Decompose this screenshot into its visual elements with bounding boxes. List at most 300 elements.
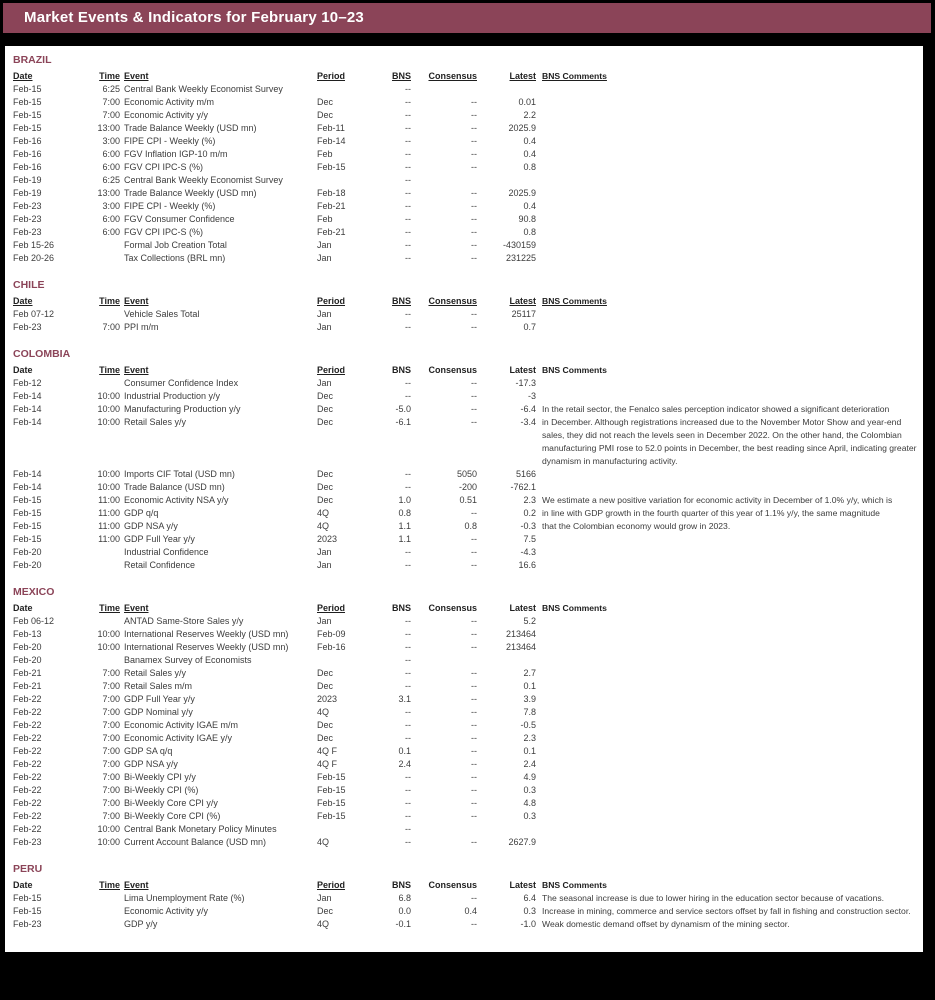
- event-date: Feb-15: [13, 495, 42, 505]
- event-bns-comment: [536, 122, 919, 135]
- event-row: [13, 905, 919, 918]
- event-bns-comment: [536, 546, 919, 559]
- event-rows: [13, 615, 919, 849]
- event-time: 6:25: [102, 84, 120, 94]
- event-latest-value: 0.4: [523, 136, 536, 146]
- event-latest-value: 0.3: [523, 811, 536, 821]
- event-latest-value: 2627.9: [508, 837, 536, 847]
- event-date: Feb-23: [13, 919, 42, 929]
- event-consensus: 5050: [456, 469, 477, 479]
- event-consensus: --: [471, 733, 477, 743]
- event-bns-value: --: [405, 136, 411, 146]
- report-body-panel: [5, 46, 923, 952]
- event-consensus: --: [471, 642, 477, 652]
- event-period: 2023: [317, 534, 338, 544]
- event-date: Feb-22: [13, 759, 42, 769]
- event-date: Feb-15: [13, 97, 42, 107]
- col-header-bns: BNS: [391, 603, 411, 613]
- event-consensus: --: [471, 508, 477, 518]
- event-bns-comment: Weak domestic demand offset by dynamism of the mining sector.: [542, 919, 790, 929]
- event-name: Consumer Confidence Index: [124, 378, 239, 388]
- event-period: [317, 654, 369, 667]
- event-latest-value: 16.6: [518, 560, 536, 570]
- event-latest-value: 25117: [511, 309, 536, 319]
- event-date: Feb-15: [13, 534, 42, 544]
- event-date: Feb-22: [13, 733, 42, 743]
- event-row: [13, 758, 919, 771]
- col-header-period: Period: [317, 296, 346, 306]
- event-time: 3:00: [102, 136, 120, 146]
- event-date: Feb-16: [13, 136, 42, 146]
- event-date: Feb-15: [13, 508, 42, 518]
- event-latest-value: 2025.9: [508, 123, 536, 133]
- event-row: [13, 494, 919, 507]
- event-bns-comment: [536, 226, 919, 239]
- event-latest-value: -0.3: [520, 521, 536, 531]
- event-period: Jan: [317, 378, 332, 388]
- event-latest-value: [477, 83, 536, 96]
- event-consensus: -200: [458, 482, 477, 492]
- event-latest-value: 2.7: [523, 668, 536, 678]
- event-date: Feb-20: [13, 655, 42, 665]
- event-bns-comment: [536, 390, 919, 403]
- event-period: Dec: [317, 733, 334, 743]
- event-period: Dec: [317, 720, 334, 730]
- col-header-latest: Latest: [509, 296, 536, 306]
- event-name: Industrial Confidence: [124, 547, 209, 557]
- event-consensus: --: [471, 227, 477, 237]
- event-bns-comment: [536, 680, 919, 693]
- event-rows: [13, 377, 919, 572]
- event-bns-comment: [536, 823, 919, 836]
- event-period: 4Q: [317, 919, 330, 929]
- col-header-period: Period: [317, 365, 346, 375]
- event-bns-value: --: [405, 547, 411, 557]
- event-name: Manufacturing Production y/y: [124, 404, 241, 414]
- event-latest-value: -762.1: [510, 482, 536, 492]
- event-name: GDP Nominal y/y: [124, 707, 193, 717]
- event-bns-value: --: [405, 642, 411, 652]
- event-latest-value: 0.4: [523, 201, 536, 211]
- event-bns-comment: [536, 481, 919, 494]
- event-date: Feb-15: [13, 84, 42, 94]
- event-bns-comment: in December. Although registrations increased due to the November Motor Show and year-end sales, they did not reach the levels seen in December 2022. On the other hand, the Colombian manufacturing PMI rose to 52.0 points in December, the best reading since April, indicating greater dynamism in manufacturing activity.: [542, 417, 917, 466]
- event-latest-value: 4.9: [523, 772, 536, 782]
- event-date: Feb-12: [13, 378, 42, 388]
- event-latest-value: -17.3: [515, 378, 536, 388]
- event-name: FGV CPI IPC-S (%): [124, 227, 204, 237]
- event-name: Retail Sales m/m: [124, 681, 193, 691]
- event-consensus: --: [471, 110, 477, 120]
- event-time: 10:00: [97, 469, 120, 479]
- col-header-period: Period: [317, 880, 346, 890]
- col-header-time: Time: [99, 296, 120, 306]
- event-date: Feb-21: [13, 668, 42, 678]
- event-date: Feb-22: [13, 720, 42, 730]
- event-name: Tax Collections (BRL mn): [124, 253, 226, 263]
- event-latest-value: 0.4: [523, 149, 536, 159]
- event-time: [93, 559, 120, 572]
- event-bns-comment: [536, 135, 919, 148]
- event-bns-comment: [536, 654, 919, 667]
- event-consensus: --: [471, 893, 477, 903]
- event-period: 4Q F: [317, 746, 338, 756]
- event-name: GDP SA q/q: [124, 746, 173, 756]
- event-date: Feb-20: [13, 560, 42, 570]
- event-bns-comment: [536, 745, 919, 758]
- event-bns-comment: [536, 308, 919, 321]
- event-row: [13, 308, 919, 321]
- event-bns-value: --: [405, 772, 411, 782]
- col-header-period: Period: [317, 71, 346, 81]
- event-name: GDP Full Year y/y: [124, 694, 195, 704]
- event-name: FGV Consumer Confidence: [124, 214, 235, 224]
- country-heading: COLOMBIA: [13, 348, 71, 360]
- event-consensus: --: [471, 746, 477, 756]
- event-period: Dec: [317, 110, 334, 120]
- col-header-consensus: Consensus: [428, 71, 477, 81]
- event-date: Feb-20: [13, 642, 42, 652]
- event-consensus: [411, 654, 477, 667]
- event-row: [13, 520, 919, 533]
- event-bns-comment: [536, 667, 919, 680]
- event-time: 7:00: [102, 759, 120, 769]
- event-latest-value: 6.4: [523, 893, 536, 903]
- event-row: [13, 377, 919, 390]
- event-period: Dec: [317, 482, 334, 492]
- event-period: Jan: [317, 547, 332, 557]
- col-header-event: Event: [124, 296, 149, 306]
- event-consensus: 0.8: [464, 521, 477, 531]
- event-consensus: --: [471, 811, 477, 821]
- event-latest-value: 0.1: [523, 746, 536, 756]
- event-name: Central Bank Weekly Economist Survey: [124, 175, 283, 185]
- event-period: Feb-18: [317, 188, 346, 198]
- event-date: Feb-16: [13, 162, 42, 172]
- event-period: Feb-15: [317, 798, 346, 808]
- event-period: Feb-15: [317, 811, 346, 821]
- column-header-row: [13, 295, 919, 308]
- event-bns-comment: [536, 641, 919, 654]
- col-header-time: Time: [99, 603, 120, 613]
- event-name: International Reserves Weekly (USD mn): [124, 629, 289, 639]
- event-bns-comment: [536, 148, 919, 161]
- country-section-chile: [13, 279, 919, 334]
- event-name: Trade Balance Weekly (USD mn): [124, 188, 257, 198]
- event-period: Feb-15: [317, 162, 346, 172]
- event-consensus: --: [471, 547, 477, 557]
- event-consensus: --: [471, 629, 477, 639]
- event-latest-value: -3: [527, 391, 536, 401]
- event-name: Vehicle Sales Total: [124, 309, 200, 319]
- country-heading: CHILE: [13, 279, 45, 291]
- event-bns-value: --: [405, 201, 411, 211]
- event-date: Feb-14: [13, 404, 42, 414]
- event-bns-comment: [536, 174, 919, 187]
- event-date: Feb-19: [13, 175, 42, 185]
- event-date: Feb-22: [13, 824, 42, 834]
- event-name: GDP Full Year y/y: [124, 534, 195, 544]
- event-consensus: --: [471, 391, 477, 401]
- event-name: Retail Confidence: [124, 560, 196, 570]
- event-row: [13, 918, 919, 931]
- event-time: 6:00: [102, 227, 120, 237]
- event-period: 4Q: [317, 837, 330, 847]
- event-bns-comment: [536, 533, 919, 546]
- event-bns-comment: [536, 213, 919, 226]
- event-rows: [13, 892, 919, 931]
- event-time: 10:00: [97, 642, 120, 652]
- event-name: FGV Inflation IGP-10 m/m: [124, 149, 228, 159]
- event-bns-value: --: [405, 668, 411, 678]
- col-header-time: Time: [99, 71, 120, 81]
- event-time: 7:00: [102, 97, 120, 107]
- col-header-consensus: Consensus: [428, 603, 477, 613]
- event-period: Jan: [317, 322, 332, 332]
- event-consensus: --: [471, 759, 477, 769]
- event-bns-value: --: [405, 162, 411, 172]
- event-row: [13, 680, 919, 693]
- event-date: Feb-22: [13, 798, 42, 808]
- event-consensus: --: [471, 162, 477, 172]
- event-date: Feb-20: [13, 547, 42, 557]
- col-header-consensus: Consensus: [428, 296, 477, 306]
- event-time: 7:00: [102, 733, 120, 743]
- event-bns-comment: [536, 468, 919, 481]
- event-bns-comment: [536, 797, 919, 810]
- event-date: Feb-14: [13, 391, 42, 401]
- event-consensus: --: [471, 97, 477, 107]
- event-latest-value: [477, 654, 536, 667]
- event-bns-comment: [536, 321, 919, 334]
- event-rows: [13, 83, 919, 265]
- event-bns-comment: [536, 109, 919, 122]
- event-latest-value: 213464: [505, 629, 536, 639]
- event-bns-comment: [536, 784, 919, 797]
- event-name: Economic Activity IGAE m/m: [124, 720, 239, 730]
- event-row: [13, 83, 919, 96]
- event-latest-value: 0.2: [523, 508, 536, 518]
- event-bns-value: 2.4: [398, 759, 411, 769]
- event-time: 7:00: [102, 681, 120, 691]
- event-time: [93, 308, 120, 321]
- event-row: [13, 135, 919, 148]
- event-row: [13, 148, 919, 161]
- event-bns-value: --: [405, 378, 411, 388]
- event-bns-comment: [536, 628, 919, 641]
- event-name: Bi-Weekly CPI y/y: [124, 772, 196, 782]
- event-time: [93, 377, 120, 390]
- event-name: Trade Balance (USD mn): [124, 482, 225, 492]
- event-bns-value: --: [405, 616, 411, 626]
- event-period: Dec: [317, 417, 334, 427]
- event-latest-value: -4.3: [520, 547, 536, 557]
- event-name: Central Bank Weekly Economist Survey: [124, 84, 283, 94]
- event-consensus: [411, 174, 477, 187]
- event-row: [13, 174, 919, 187]
- event-row: [13, 628, 919, 641]
- event-name: Economic Activity IGAE y/y: [124, 733, 233, 743]
- event-name: Bi-Weekly Core CPI y/y: [124, 798, 218, 808]
- event-bns-value: --: [405, 482, 411, 492]
- event-time: 7:00: [102, 720, 120, 730]
- event-bns-comment: [536, 161, 919, 174]
- event-latest-value: 5.2: [523, 616, 536, 626]
- event-consensus: --: [471, 720, 477, 730]
- event-latest-value: [477, 823, 536, 836]
- event-consensus: 0.51: [459, 495, 477, 505]
- event-latest-value: 0.7: [523, 322, 536, 332]
- event-consensus: --: [471, 214, 477, 224]
- event-latest-value: -0.5: [520, 720, 536, 730]
- event-time: 10:00: [97, 824, 120, 834]
- event-bns-value: --: [405, 309, 411, 319]
- event-row: [13, 252, 919, 265]
- event-time: 7:00: [102, 322, 120, 332]
- event-row: [13, 213, 919, 226]
- event-bns-value: --: [405, 391, 411, 401]
- report-title-bar: [3, 3, 931, 33]
- event-row: [13, 667, 919, 680]
- event-date: Feb-13: [13, 629, 42, 639]
- event-time: 7:00: [102, 772, 120, 782]
- event-latest-value: 90.8: [518, 214, 536, 224]
- event-name: FGV CPI IPC-S (%): [124, 162, 204, 172]
- event-bns-value: --: [405, 733, 411, 743]
- event-bns-comment: [536, 559, 919, 572]
- event-name: Lima Unemployment Rate (%): [124, 893, 245, 903]
- event-time: 10:00: [97, 837, 120, 847]
- event-row: [13, 481, 919, 494]
- event-date: Feb 06-12: [13, 616, 55, 626]
- report-title: Market Events & Indicators for February 10–23: [24, 9, 364, 26]
- event-period: Jan: [317, 893, 332, 903]
- event-name: Trade Balance Weekly (USD mn): [124, 123, 257, 133]
- event-latest-value: [477, 174, 536, 187]
- event-date: Feb-23: [13, 201, 42, 211]
- event-bns-comment: [536, 377, 919, 390]
- event-time: 6:00: [102, 214, 120, 224]
- event-date: Feb-23: [13, 214, 42, 224]
- event-period: Feb: [317, 149, 333, 159]
- event-latest-value: 7.8: [523, 707, 536, 717]
- col-header-bns-comments: BNS Comments: [542, 296, 607, 306]
- event-date: Feb-14: [13, 417, 42, 427]
- event-bns-comment: that the Colombian economy would grow in 2023.: [542, 521, 731, 531]
- event-date: Feb-21: [13, 681, 42, 691]
- event-consensus: --: [471, 694, 477, 704]
- event-bns-value: --: [405, 681, 411, 691]
- event-period: 4Q F: [317, 759, 338, 769]
- event-consensus: --: [471, 149, 477, 159]
- col-header-date: Date: [13, 71, 33, 81]
- event-row: [13, 719, 919, 732]
- event-time: 10:00: [97, 391, 120, 401]
- col-header-consensus: Consensus: [428, 880, 477, 890]
- col-header-bns-comments: BNS Comments: [542, 71, 607, 81]
- event-bns-value: --: [405, 322, 411, 332]
- event-bns-value: --: [405, 110, 411, 120]
- event-date: Feb-15: [13, 906, 42, 916]
- event-name: Central Bank Monetary Policy Minutes: [124, 824, 277, 834]
- event-time: [93, 892, 120, 905]
- event-bns-comment: [536, 187, 919, 200]
- event-period: Dec: [317, 495, 334, 505]
- event-name: FIPE CPI - Weekly (%): [124, 136, 216, 146]
- event-consensus: --: [471, 253, 477, 263]
- event-period: Jan: [317, 253, 332, 263]
- event-date: Feb-15: [13, 893, 42, 903]
- event-time: 13:00: [97, 188, 120, 198]
- column-header-row: [13, 879, 919, 892]
- event-time: 7:00: [102, 811, 120, 821]
- event-period: 2023: [317, 694, 338, 704]
- event-latest-value: 5166: [515, 469, 536, 479]
- event-bns-value: 1.1: [398, 534, 411, 544]
- event-bns-comment: [536, 693, 919, 706]
- event-bns-value: --: [405, 253, 411, 263]
- event-time: 7:00: [102, 785, 120, 795]
- event-consensus: [411, 83, 477, 96]
- country-heading: BRAZIL: [13, 54, 52, 66]
- event-row: [13, 109, 919, 122]
- event-consensus: [411, 823, 477, 836]
- column-header-row: [13, 364, 919, 377]
- event-latest-value: -3.4: [520, 417, 536, 427]
- event-time: [93, 252, 120, 265]
- event-period: Jan: [317, 240, 332, 250]
- event-date: Feb-16: [13, 149, 42, 159]
- event-row: [13, 226, 919, 239]
- event-period: Dec: [317, 97, 334, 107]
- event-date: Feb-15: [13, 123, 42, 133]
- event-bns-comment: [536, 758, 919, 771]
- event-row: [13, 615, 919, 628]
- event-bns-comment: [536, 732, 919, 745]
- country-heading: PERU: [13, 863, 43, 875]
- event-consensus: --: [471, 785, 477, 795]
- event-time: [93, 918, 120, 931]
- event-consensus: --: [471, 707, 477, 717]
- event-bns-comment: [536, 615, 919, 628]
- event-consensus: --: [471, 616, 477, 626]
- event-period: Feb: [317, 214, 333, 224]
- event-period: Dec: [317, 681, 334, 691]
- event-bns-value: --: [405, 720, 411, 730]
- event-name: GDP NSA y/y: [124, 521, 178, 531]
- event-row: [13, 321, 919, 334]
- event-name: Economic Activity NSA y/y: [124, 495, 229, 505]
- event-bns-value: --: [405, 837, 411, 847]
- event-bns-comment: Increase in mining, commerce and service sectors offset by fall in fishing and construction sector.: [542, 906, 911, 916]
- event-period: Feb-15: [317, 785, 346, 795]
- event-rows: [13, 308, 919, 334]
- col-header-bns: BNS: [391, 880, 411, 890]
- event-name: Current Account Balance (USD mn): [124, 837, 267, 847]
- col-header-bns: BNS: [391, 71, 411, 81]
- event-date: Feb-15: [13, 521, 42, 531]
- event-name: GDP NSA y/y: [124, 759, 178, 769]
- col-header-date: Date: [13, 365, 33, 375]
- col-header-date: Date: [13, 296, 33, 306]
- event-consensus: --: [471, 681, 477, 691]
- event-name: GDP y/y: [124, 919, 158, 929]
- event-period: Dec: [317, 391, 334, 401]
- col-header-period: Period: [317, 603, 346, 613]
- event-row: [13, 239, 919, 252]
- event-bns-value: -6.1: [395, 417, 411, 427]
- event-period: Dec: [317, 906, 334, 916]
